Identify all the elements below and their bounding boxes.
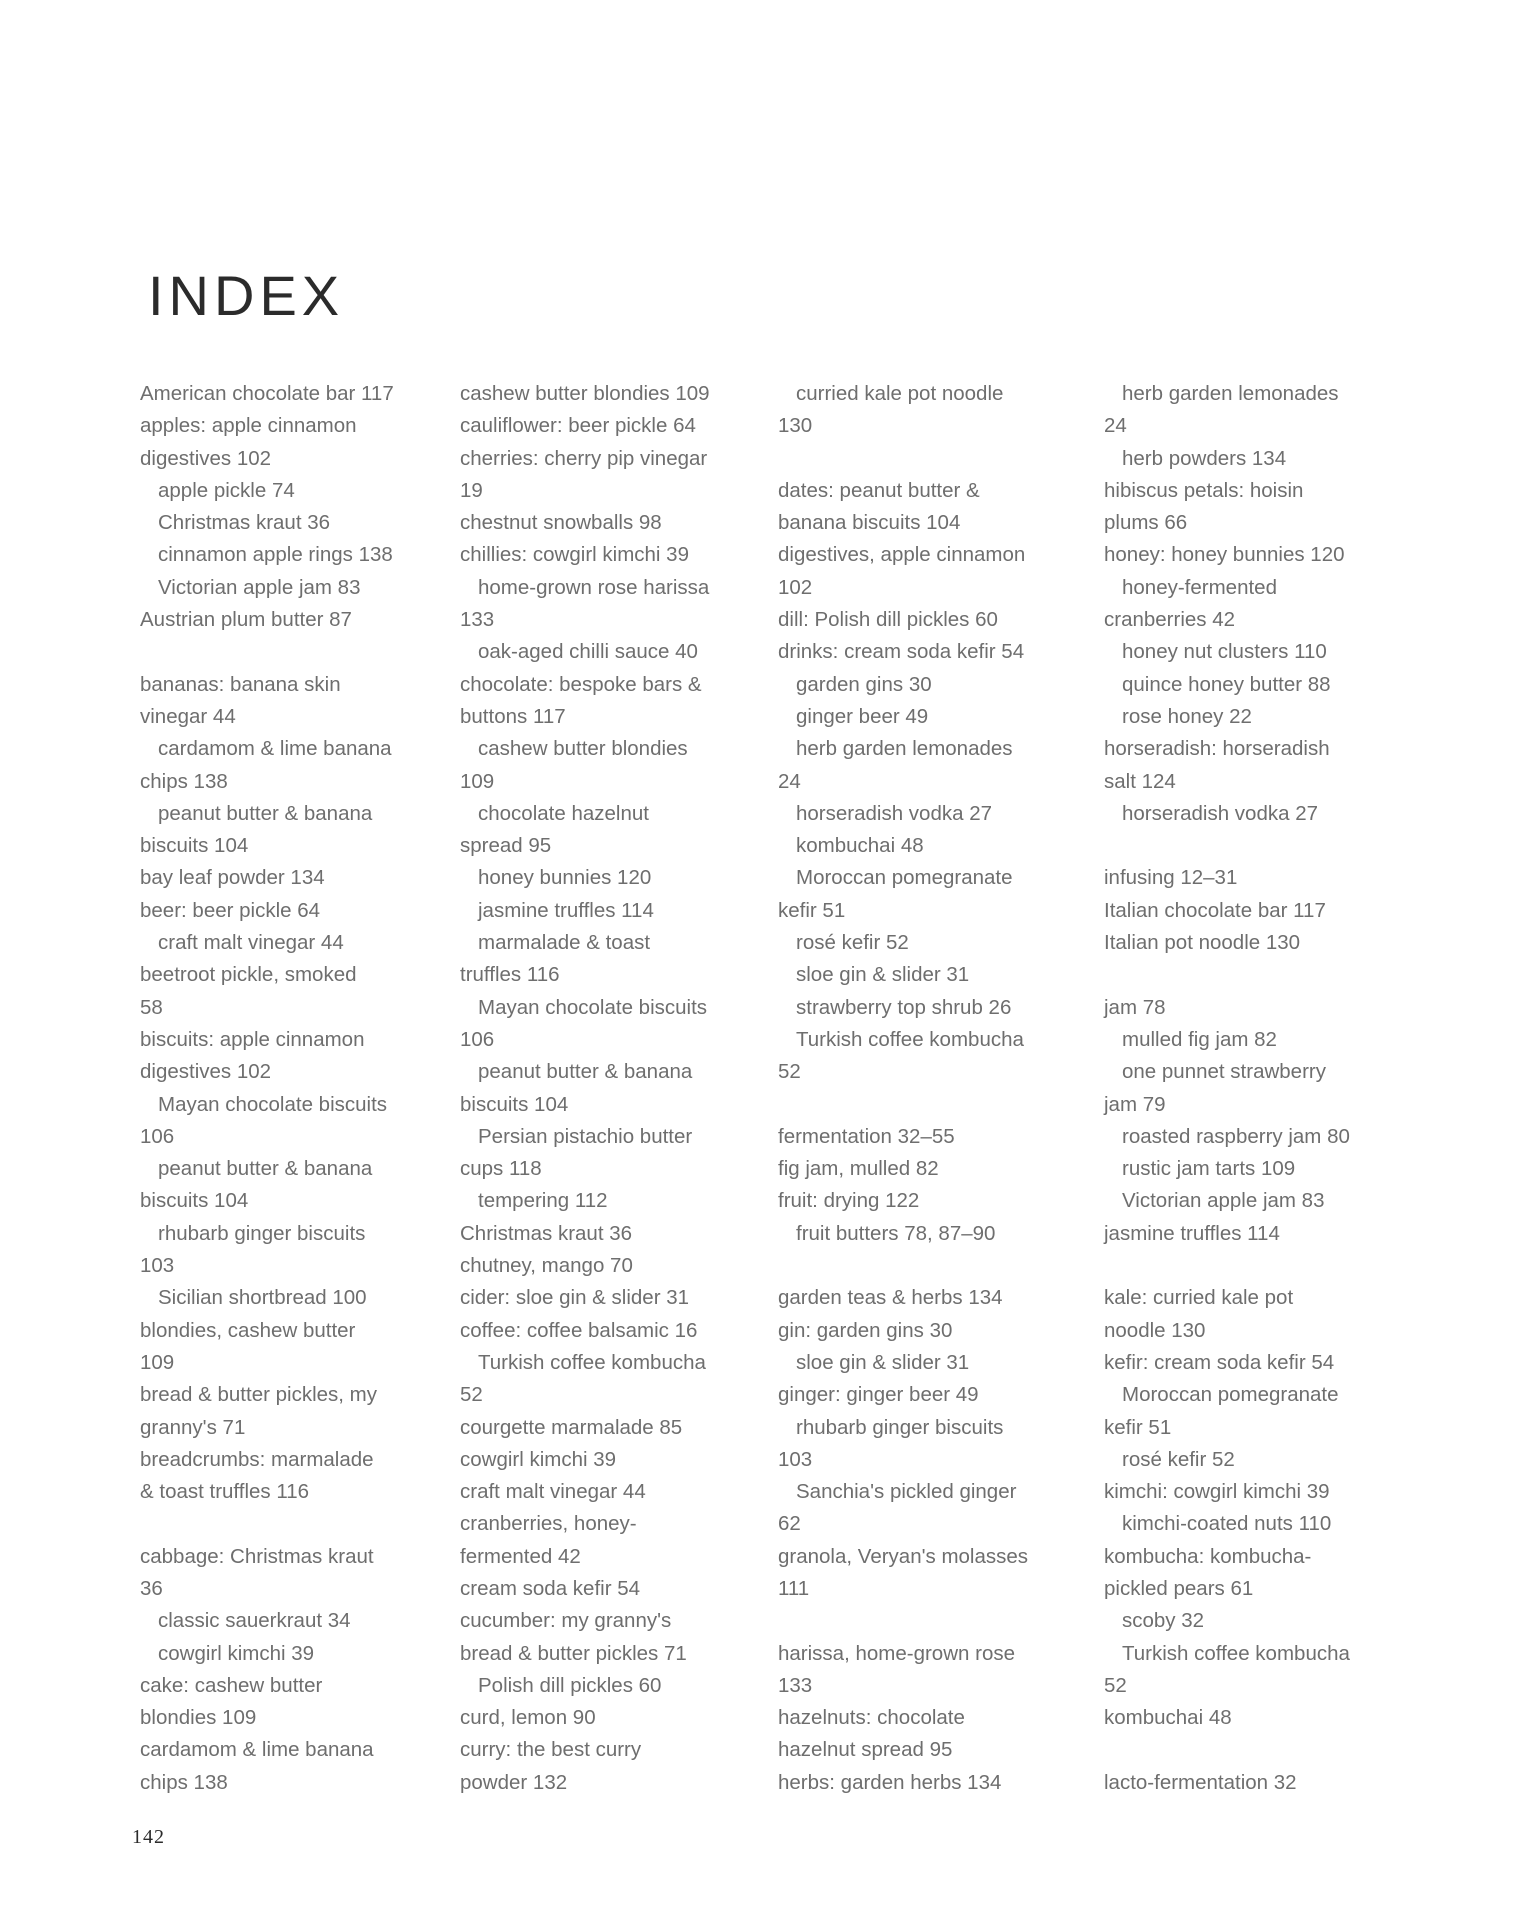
index-column-1 (140, 378, 430, 1799)
index-entry: curry: the best curry (460, 1738, 642, 1762)
index-entry: cake: cashew butter (140, 1673, 323, 1697)
index-entry: kale: curried kale pot (1104, 1286, 1294, 1310)
index-entry: cashew butter blondies 109 (460, 382, 710, 405)
index-entry: granny's 71 (140, 1415, 246, 1439)
index-subentry: marmalade & toast (478, 931, 651, 955)
index-entry: chestnut snowballs 98 (460, 511, 662, 535)
index-entry: jam 79 (1104, 1092, 1166, 1116)
index-subentry: Christmas kraut 36 (158, 511, 331, 535)
entry-spacer (778, 1605, 1068, 1637)
index-subentry: honey nut clusters 110 (1122, 640, 1327, 664)
index-subentry: rhubarb ginger biscuits (158, 1221, 366, 1245)
index-subentry: horseradish vodka 27 (796, 801, 993, 825)
index-entry: 106 (140, 1124, 175, 1148)
index-entry: cucumber: my granny's (460, 1609, 672, 1633)
index-entry: powder 132 (460, 1770, 568, 1794)
index-entry: bananas: banana skin (140, 672, 341, 696)
index-subentry: herb garden lemonades (796, 737, 1013, 761)
index-subentry: honey-fermented (1122, 575, 1277, 599)
index-entry: 109 (140, 1350, 175, 1374)
entry-spacer (778, 1089, 1068, 1121)
index-entry: fermented 42 (460, 1544, 581, 1568)
entry-spacer (140, 636, 430, 668)
index-entry: buttons 117 (460, 704, 566, 728)
index-subentry: Moroccan pomegranate (1122, 1383, 1339, 1407)
index-subentry: Turkish coffee kombucha (796, 1027, 1024, 1051)
index-subentry: strawberry top shrub 26 (796, 995, 1012, 1019)
page-title: INDEX (148, 264, 345, 327)
index-subentry: rosé kefir 52 (796, 931, 909, 955)
index-entry: blondies, cashew butter (140, 1318, 356, 1342)
index-entry: cabbage: Christmas kraut (140, 1544, 374, 1568)
index-entry: dates: peanut butter & (778, 478, 980, 502)
index-subentry: peanut butter & banana (158, 801, 373, 825)
index-column-2 (460, 378, 750, 1799)
index-subentry: Sanchia's pickled ginger (796, 1480, 1017, 1504)
index-subentry: roasted raspberry jam 80 (1122, 1124, 1350, 1148)
index-entry: 52 (778, 1060, 801, 1084)
index-entry: digestives 102 (140, 1060, 272, 1084)
index-entry: banana biscuits 104 (778, 511, 961, 535)
index-entry: cream soda kefir 54 (460, 1576, 641, 1600)
index-entry: cranberries 42 (1104, 608, 1236, 632)
index-entry: beer: beer pickle 64 (140, 898, 321, 922)
index-entry: biscuits 104 (140, 1189, 249, 1213)
index-entry: gin: garden gins 30 (778, 1318, 953, 1342)
index-subentry: oak-aged chilli sauce 40 (478, 640, 698, 664)
index-entry: courgette marmalade 85 (460, 1415, 683, 1439)
index-entry: coffee: coffee balsamic 16 (460, 1318, 698, 1342)
index-entry: jasmine truffles 114 (1104, 1221, 1280, 1245)
index-subentry: craft malt vinegar 44 (158, 931, 344, 955)
index-entry: kombucha: kombucha- (1104, 1544, 1312, 1568)
index-subentry: cowgirl kimchi 39 (158, 1641, 315, 1665)
index-entry: blondies 109 (140, 1706, 257, 1730)
index-subentry: cinnamon apple rings 138 (158, 543, 393, 567)
index-subentry: Polish dill pickles 60 (478, 1673, 662, 1697)
index-subentry: home-grown rose harissa (478, 575, 710, 599)
index-subentry: rustic jam tarts 109 (1122, 1157, 1296, 1181)
index-entry: chips 138 (140, 769, 228, 793)
index-subentry: peanut butter & banana (478, 1060, 693, 1084)
index-entry: cider: sloe gin & slider 31 (460, 1286, 690, 1310)
index-subentry: apple pickle 74 (158, 478, 295, 502)
index-entry: craft malt vinegar 44 (460, 1480, 646, 1504)
index-entry: bay leaf powder 134 (140, 866, 325, 890)
index-entry: digestives, apple cinnamon (778, 543, 1026, 567)
index-entry: kombuchai 48 (1104, 1706, 1232, 1730)
index-subentry: kombuchai 48 (796, 834, 924, 858)
index-entry: fruit: drying 122 (778, 1189, 920, 1213)
index-subentry: classic sauerkraut 34 (158, 1609, 351, 1633)
index-entry: 102 (778, 575, 813, 599)
index-entry: jam 78 (1104, 995, 1166, 1019)
index-entry: digestives 102 (140, 446, 272, 470)
index-entry: biscuits 104 (140, 834, 249, 858)
index-subentry: Turkish coffee kombucha (478, 1350, 706, 1374)
index-subentry: cashew butter blondies (478, 737, 688, 761)
index-entry: ginger: ginger beer 49 (778, 1383, 979, 1407)
index-entry: beetroot pickle, smoked (140, 963, 357, 987)
index-entry: Christmas kraut 36 (460, 1221, 633, 1245)
index-subentry: Sicilian shortbread 100 (158, 1286, 367, 1310)
index-entry: breadcrumbs: marmalade (140, 1447, 374, 1471)
index-subentry: sloe gin & slider 31 (796, 963, 970, 987)
index-entry: Italian pot noodle 130 (1104, 931, 1301, 955)
index-entry: 109 (460, 769, 495, 793)
index-subentry: cardamom & lime banana (158, 737, 392, 761)
index-entry: cowgirl kimchi 39 (460, 1447, 617, 1471)
index-entry: bread & butter pickles 71 (460, 1641, 687, 1665)
index-entry: 19 (460, 478, 483, 502)
index-column-3 (778, 378, 1068, 1799)
index-entry: biscuits: apple cinnamon (140, 1027, 365, 1051)
index-entry: cups 118 (460, 1157, 542, 1181)
index-column-4 (1104, 378, 1394, 1799)
index-subentry: Victorian apple jam 83 (158, 575, 361, 599)
index-entry: hazelnut spread 95 (778, 1738, 953, 1762)
index-subentry: one punnet strawberry (1122, 1060, 1326, 1084)
index-subentry: scoby 32 (1122, 1609, 1205, 1633)
index-subentry: rose honey 22 (1122, 704, 1252, 728)
index-entry: 103 (778, 1447, 813, 1471)
entry-spacer (1104, 830, 1394, 862)
index-subentry: Persian pistachio butter (478, 1124, 693, 1148)
index-subentry: mulled fig jam 82 (1122, 1027, 1277, 1051)
index-subentry: Mayan chocolate biscuits (158, 1092, 388, 1116)
index-entry: 103 (140, 1254, 175, 1278)
entry-spacer (778, 1250, 1068, 1282)
index-entry: Italian chocolate bar 117 (1104, 898, 1326, 922)
index-subentry: Mayan chocolate biscuits (478, 995, 708, 1019)
index-subentry: sloe gin & slider 31 (796, 1350, 970, 1374)
index-entry: horseradish: horseradish (1104, 737, 1330, 761)
index-entry: plums 66 (1104, 511, 1188, 535)
index-entry: 36 (140, 1576, 163, 1600)
index-entry: 52 (1104, 1673, 1127, 1697)
index-subentry: tempering 112 (478, 1189, 608, 1213)
index-entry: 111 (778, 1576, 810, 1600)
index-subentry: kimchi-coated nuts 110 (1122, 1512, 1332, 1536)
index-subentry: horseradish vodka 27 (1122, 801, 1319, 825)
index-entry: garden teas & herbs 134 (778, 1286, 1003, 1310)
index-entry: 58 (140, 995, 163, 1019)
index-entry: noodle 130 (1104, 1318, 1206, 1342)
index-entry: 52 (460, 1383, 483, 1407)
index-subentry: honey bunnies 120 (478, 866, 652, 890)
index-entry: hazelnuts: chocolate (778, 1706, 965, 1730)
index-entry: cherries: cherry pip vinegar (460, 446, 708, 470)
index-entry: fermentation 32–55 (778, 1124, 955, 1148)
index-subentry: quince honey butter 88 (1122, 672, 1331, 696)
entry-spacer (1104, 1734, 1394, 1766)
index-subentry: curried kale pot noodle (796, 382, 1004, 405)
index-entry: spread 95 (460, 834, 552, 858)
index-subentry: Victorian apple jam 83 (1122, 1189, 1325, 1213)
index-subentry: ginger beer 49 (796, 704, 929, 728)
index-entry: honey: honey bunnies 120 (1104, 543, 1345, 567)
index-entry: chips 138 (140, 1770, 228, 1794)
index-subentry: Turkish coffee kombucha (1122, 1641, 1350, 1665)
entry-spacer (1104, 959, 1394, 991)
index-entry: kefir 51 (1104, 1415, 1172, 1439)
index-entry: Austrian plum butter 87 (140, 608, 352, 632)
index-entry: chocolate: bespoke bars & (460, 672, 702, 696)
index-entry: chillies: cowgirl kimchi 39 (460, 543, 689, 567)
index-entry: 133 (460, 608, 495, 632)
index-entry: kefir: cream soda kefir 54 (1104, 1350, 1335, 1374)
index-subentry: garden gins 30 (796, 672, 932, 696)
index-entry: biscuits 104 (460, 1092, 569, 1116)
index-entry: 24 (1104, 414, 1127, 438)
index-entry: & toast truffles 116 (140, 1480, 310, 1504)
entry-spacer (140, 1508, 430, 1540)
index-entry: infusing 12–31 (1104, 866, 1238, 890)
index-entry: kefir 51 (778, 898, 846, 922)
page-number: 142 (132, 1826, 165, 1848)
index-entry: cauliflower: beer pickle 64 (460, 414, 696, 438)
index-entry: harissa, home-grown rose (778, 1641, 1015, 1665)
index-entry: curd, lemon 90 (460, 1706, 596, 1730)
index-entry: dill: Polish dill pickles 60 (778, 608, 998, 632)
index-entry: 62 (778, 1512, 801, 1536)
index-subentry: herb garden lemonades (1122, 382, 1339, 405)
index-entry: bread & butter pickles, my (140, 1383, 377, 1407)
index-subentry: herb powders 134 (1122, 446, 1287, 470)
index-subentry: jasmine truffles 114 (478, 898, 654, 922)
index-entry: pickled pears 61 (1104, 1576, 1254, 1600)
index-subentry: rhubarb ginger biscuits (796, 1415, 1004, 1439)
index-subentry: fruit butters 78, 87–90 (796, 1221, 996, 1245)
index-entry: drinks: cream soda kefir 54 (778, 640, 1025, 664)
index-entry: kimchi: cowgirl kimchi 39 (1104, 1480, 1330, 1504)
index-entry: cranberries, honey- (460, 1512, 637, 1536)
index-subentry: Moroccan pomegranate (796, 866, 1013, 890)
index-entry: granola, Veryan's molasses (778, 1544, 1029, 1568)
index-entry: hibiscus petals: hoisin (1104, 478, 1304, 502)
index-entry: 106 (460, 1027, 495, 1051)
index-entry: chutney, mango 70 (460, 1254, 633, 1278)
index-entry: 133 (778, 1673, 813, 1697)
index-subentry: rosé kefir 52 (1122, 1447, 1235, 1471)
index-subentry: peanut butter & banana (158, 1157, 373, 1181)
index-entry: 130 (778, 414, 813, 438)
entry-spacer (778, 443, 1068, 475)
index-entry: truffles 116 (460, 963, 560, 987)
index-entry: fig jam, mulled 82 (778, 1157, 939, 1181)
index-entry: 24 (778, 769, 801, 793)
entry-spacer (1104, 1250, 1394, 1282)
index-subentry: chocolate hazelnut (478, 801, 649, 825)
index-entry: herbs: garden herbs 134 (778, 1770, 1002, 1794)
index-entry: American chocolate bar 117 (140, 382, 394, 405)
index-entry: lacto-fermentation 32 (1104, 1770, 1297, 1794)
index-entry: salt 124 (1104, 769, 1176, 793)
index-entry: apples: apple cinnamon (140, 414, 357, 438)
index-entry: cardamom & lime banana (140, 1738, 374, 1762)
index-entry: vinegar 44 (140, 704, 236, 728)
